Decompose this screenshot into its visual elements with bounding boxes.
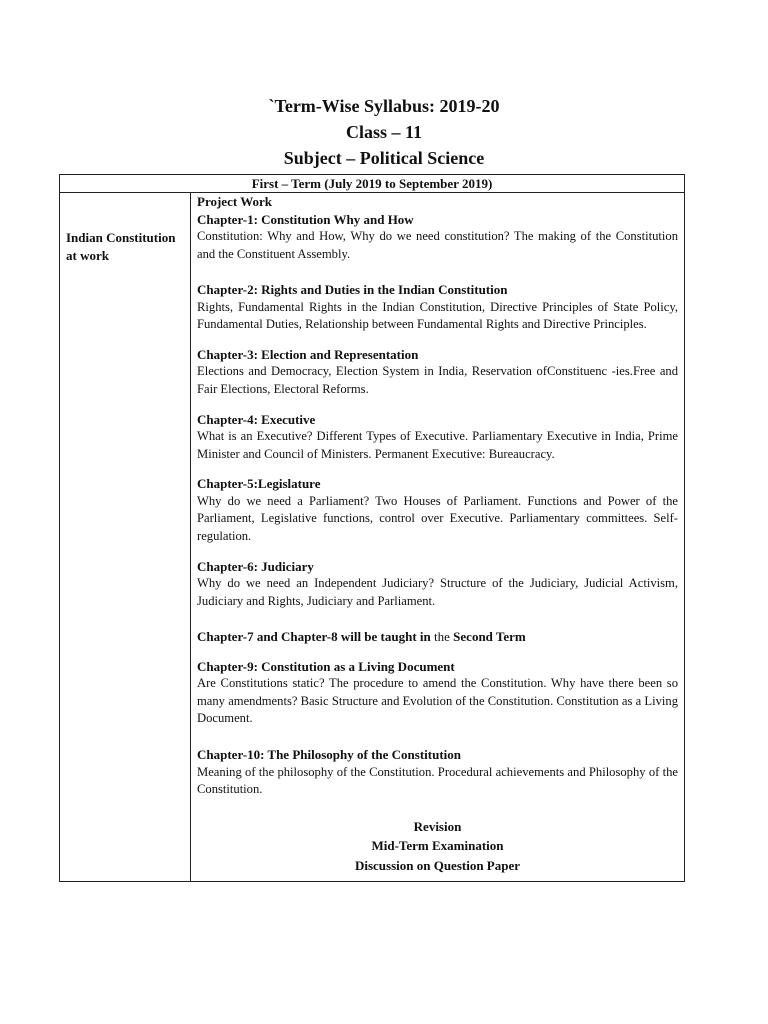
chapter-description: Rights, Fundamental Rights in the Indian Constitution, Directive Principles of State Policy, Fundamental Duties, Relationship between Fundamental Rights and Directive Principles. bbox=[197, 299, 678, 332]
chapter-description: What is an Executive? Different Types of Executive. Parliamentary Executive in India, Prime Minister and Council of Ministers. Permanent Executive: Bureaucracy. bbox=[197, 429, 678, 461]
syllabus-title: `Term-Wise Syllabus: 2019-20 bbox=[268, 96, 500, 116]
project-work-label: Project Work bbox=[197, 194, 272, 209]
unit-name: Indian Constitution at work bbox=[60, 193, 191, 882]
chapter-10 bbox=[197, 746, 678, 799]
chapter-3 bbox=[197, 346, 678, 399]
chapter-5 bbox=[197, 475, 678, 545]
document-header bbox=[0, 93, 768, 171]
chapter-title: Chapter-6: Judiciary bbox=[197, 558, 314, 574]
chapter-title: Chapter-5:Legislature bbox=[197, 476, 321, 492]
chapter-9 bbox=[197, 658, 678, 728]
chapter-title: Chapter-4: Executive bbox=[197, 411, 316, 427]
chapter-4 bbox=[197, 411, 678, 464]
chapter-2 bbox=[197, 281, 678, 334]
chapter-description: Elections and Democracy, Election System in India, Reservation ofConstituenc -ies.Free and Fair Elections, Electoral Reforms. bbox=[197, 364, 678, 396]
chapter-6 bbox=[197, 558, 678, 611]
syllabus-table bbox=[59, 174, 685, 882]
chapter-title: Chapter-10: The Philosophy of the Constitution bbox=[197, 747, 461, 762]
class-title: Class – 11 bbox=[345, 122, 423, 142]
chapter-title: Chapter-9: Constitution as a Living Document bbox=[197, 658, 455, 674]
notice-part-2: the bbox=[430, 629, 454, 645]
chapter-description: Why do we need an Independent Judiciary? Structure of the Judiciary, Judicial Activism, Judiciary and Rights, Judiciary and Parliament. bbox=[197, 576, 678, 608]
notice-part-1: Chapter-7 and Chapter-8 will be taught in bbox=[197, 629, 431, 645]
chapter-1 bbox=[197, 211, 678, 264]
mid-term-exam-label: Mid-Term Examination bbox=[371, 838, 504, 854]
notice-part-3: Second Term bbox=[453, 629, 526, 645]
subject-title: Subject – Political Science bbox=[283, 148, 485, 168]
chapter-title: Chapter-1: Constitution Why and How bbox=[197, 211, 414, 227]
term-header: First – Term (July 2019 to September 2019) bbox=[60, 175, 685, 193]
chapter-description: Are Constitutions static? The procedure to amend the Constitution. Why have there been so many amendments? Basic Structure and Evolution of the Constitution. Constitution as a Living Document. bbox=[197, 676, 678, 726]
term-header-row bbox=[60, 175, 685, 193]
chapter-description: Meaning of the philosophy of the Constitution. Procedural achievements and Philosophy of the Constitution. bbox=[197, 764, 678, 797]
chapter-title: Chapter-3: Election and Representation bbox=[197, 346, 419, 362]
chapter-description: Why do we need a Parliament? Two Houses of Parliament. Functions and Power of the Parliament, Legislative functions, control over Executive. Parliamentary committees. Self-regulation. bbox=[197, 493, 678, 543]
unit-content bbox=[191, 193, 685, 882]
chapter-description: Constitution: Why and How, Why do we need constitution? The making of the Constitution and the Constituent Assembly. bbox=[197, 229, 678, 261]
discussion-label: Discussion on Question Paper bbox=[354, 857, 521, 873]
revision-label: Revision bbox=[413, 818, 462, 834]
unit-row bbox=[60, 193, 685, 882]
chapter-title: Chapter-2: Rights and Duties in the Indian Constitution bbox=[197, 282, 508, 298]
second-term-notice bbox=[197, 628, 678, 646]
